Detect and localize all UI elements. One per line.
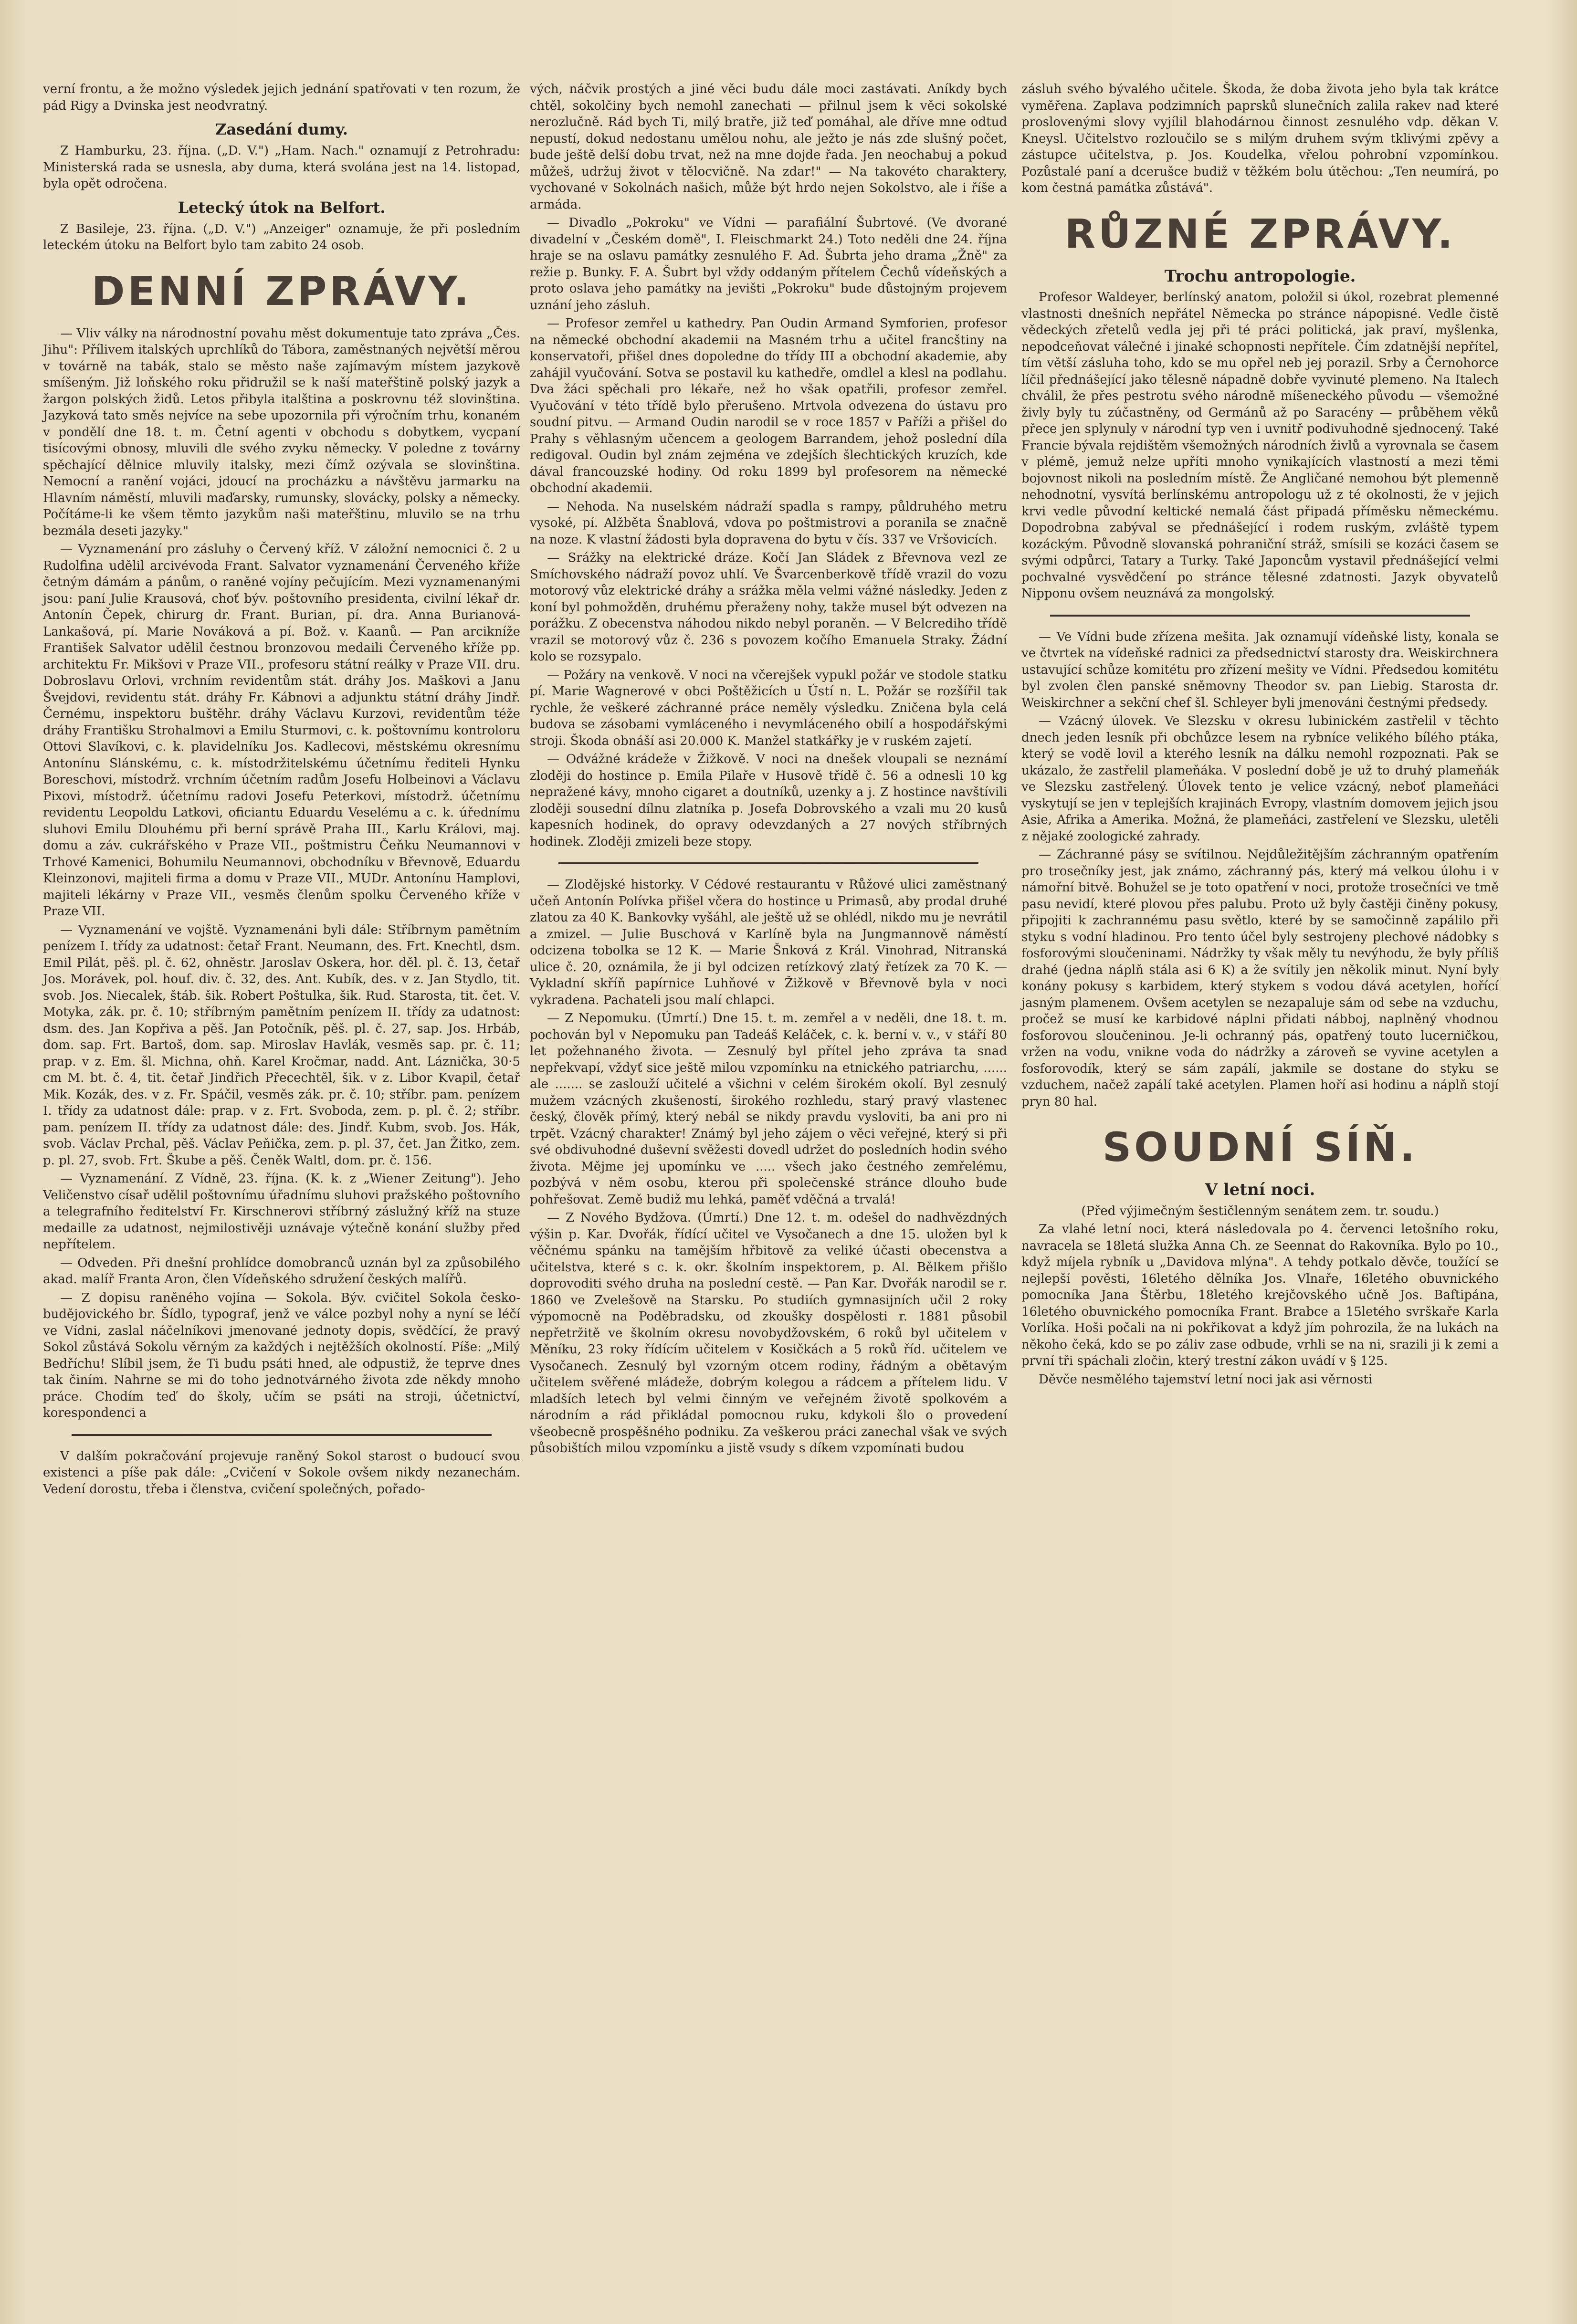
article-zachranne-pasy: — Záchranné pásy se svítilnou. Nejdůležitějším záchranným opatřením pro trosečníky jest, jak známo, záchranný pás, který má velkou úlohu i v námořní bitvě. Bohužel se je toto opatření v noci, protože trosečníci ve tmě pasu nevidí, které plovou přes palubu. Proto už byly častěji činěny pokusy, připojiti k zachrannému pasu světlo, které by se samočinně zapálilo při styku s vodní hladinou. Pro tento účel byly sestrojeny plechové nádobky s fosforovými sloučeninami. Nádržky ty však měly tu nevýhodu, že byly příliš drahé (jedna náplň stála asi 6 K) a že svítily jen několik minut. Nyní byly konány pokusy s karbidem, který stykem s vodou dává acetylen, hořící jasným plamenem. Ovšem acetylen se nezapaluje sám od sebe na vzduchu, pročež se musí ke karbidové náplni přidati nábboj, naplněný vhodnou fosforovou sloučeninou. Je-li ochranný pás, opatřený touto lucerničkou, vržen na vodu, vnikne voda do nádržky a zároveň se vyvine acetylen a fosforovodík, který se sám zapálí, jakmile se dostane do styku se vzduchem, načež zapálí také acetylen. Plamen hoří asi hodinu a náplň stojí pryn 80 hal. xyxy=(1021,848,1499,1109)
article-belfort: Z Basileje, 23. října. („D. V.") „Anzeiger" oznamuje, že při posledním leteckém útoku na Belfort bylo tam zabito 24 osob. xyxy=(43,221,520,252)
heading-duma: Zasedání dumy. xyxy=(215,120,348,138)
article-cerveny-kriz: — Vyznamenání pro zásluhy o Červený kříž. V záložní nemocnici č. 2 u Rudolfina udělil arcivévoda Frant. Salvator vyznamenání Červeného kříže četným dámám a pánům, o raněné vojíny pečujícím. Mezi vyznamenanými jsou: paní Julie Krausová, choť býv. poštovního presidenta, civilní lékař dr. Antonín Čepek, chirurg dr. Frant. Burian, pí. dra. Anna Burianová-Lankašová, pí. Marie Nováková a pí. Bož. v. Kaanů. — Pan arcikníže František Salvator udělil čestnou bronzovou medaili Červeného kříže pp. architektu Fr. Mikšovi v Praze VII., profesoru státní reálky v Praze VII. dru. Dobroslavu Orlovi, vrchním revidentům stát. dráhy Jos. Maškovi a Janu Švejdovi, revidentu stát. dráhy Fr. Kábnovi a adjunktu státní dráhy Jindř. Černému, inspektoru buštěhr. dráhy Václavu Kurzovi, revidentům téže dráhy Františku Strohalmovi a Emilu Sturmovi, c. k. poštovnímu kontroloru Ottovi Slavíkovi, c. k. plavidelníku Jos. Kadlecovi, městskému okresnímu Antonínu Slánskému, c. k. místodržitelskému účetnímu řediteli Hynku Boreschovi, místodrž. vrchním účetním radům Josefu Holbeinovi a Václavu Pixovi, místodrž. účetnímu radovi Josefu Peterkovi, místodrž. účetnímu revidentu Leopoldu Latkovi, oficiantu Eduardu Veselému a c. k. úřednímu sluhovi Emilu Dlouhému při berní správě Praha III., Karlu Královi, maj. domu a záv. cukrářského v Praze VII., poštmistru Čeňku Neumannovi v Trhové Kamenici, Bohumilu Neumannovi, obchodníku v Břevnově, Eduardu Kleinzonovi, majiteli firma a domu v Praze VII., MUDr. Antonínu Hamplovi, majiteli lékárny v Praze VII., vesměs členům spolku Červeného kříže v Praze VII. xyxy=(43,542,520,919)
article-divadlo-pokroku: — Divadlo „Pokroku" ve Vídni — parafiální Šubrtové. (Ve dvorané divadelní v „Českém domě", I. Fleischmarkt 24.) Toto neděli dne 24. října hraje se na oslavu památky zesnulého F. Ad. Šubrta jeho drama „Žně" za režie p. Bunky. F. A. Šubrt byl vždy oddaným přítelem Čechů vídeňských a proto oslava jeho památky na jevišti „Pokroku" bude důstojným projevem uznání jeho zásluh. xyxy=(530,216,1007,313)
column-2 xyxy=(530,81,1007,1459)
article-dopis-konec: vých, náčvik prostých a jiné věci budu dále moci zastávati. Aníkdy bych chtěl, sokolčiny bych nemohl zanechati — přilnul jsem k věci sokolské nerozlučně. Rád bych Ti, milý bratře, již teď pomáhal, ale dříve mne odtud nepustí, dokud nedostanu umělou nohu, ale ježto je nás zde slušný počet, bude ještě delší dobu trvat, než na mne dojde řada. Jen neochabuj a pokud můžeš, udržuj život v tělocvičně. Na zdar!" — Na takovéto charaktery, vychované v Sokolnách našich, může být hrdo nejen Sokolstvo, ale i říše a armáda. xyxy=(530,82,1007,212)
article-srazky: — Srážky na elektrické dráze. Kočí Jan Sládek z Břevnova vezl ze Smíchovského nádraží povoz uhlí. Ve Švarcenberkově třídě vrazil do vozu motorový vůz elektrické dráhy a srážka měla velmi vážné následky. Jeden z koní byl pohmožděn, druhému přeraženy nohy, takže musel být odvezen na porážku. Z obecenstva náhodou nikdo nebyl poraněn. — V Belcrediho třídě vrazil se motorový vůz č. 236 s povozem kočího Emanuela Straky. Žádní kolo se rozsypalo. xyxy=(530,551,1007,664)
article-odveden: — Odveden. Při dnešní prohlídce domobranců uznán byl za způsobilého akad. malíř Franta Aron, člen Vídeňského sdružení českých malířů. xyxy=(43,1256,520,1287)
heading-v-letni-noci: V letní noci. xyxy=(1205,1180,1315,1199)
article-profesor-zemrel: — Profesor zemřel u kathedry. Pan Oudin Armand Symforien, profesor na německé obchodní akademii na Masném trhu a učitel francštiny na konservatoři, přišel dnes dopoledne do třídy III a obchodní akademie, aby zahájil vyučování. Sotva se postavil ku kathedře, omdlel a klesl na podlahu. Dva žáci spěchali pro lékaře, než ho však opatřili, profesor zemřel. Vyučování v této třídě bylo přerušeno. Mrtvola odvezena do ústavu pro soudní pitvu. — Armand Oudin narodil se v roce 1857 v Paříži a přišel do Prahy s věhlasným učencem a geologem Barrandem, jehož poslední díla redigoval. Oudin byl znám zejména ve zdejších šlechtických kruzích, kde dával francouzské hodiny. Od roku 1899 byl profesorem na německé obchodní akademii. xyxy=(530,316,1007,495)
column-3 xyxy=(1021,81,1499,1390)
article-dopis-sokola: — Z dopisu raněného vojína — Sokola. Býv. cvičitel Sokola česko-budějovického br. Šídlo, typograf, jenž ve válce pozbyl nohy a nyní se léčí ve Vídni, zaslal náčelníkovi jmenované jednoty dopis, svědčící, že pravý Sokol zůstává Sokolu věrným za každých i nejtěžších okolností. Píše: „Milý Bedříchu! Slíbil jsem, že Ti budu psáti hned, ale odpustiž, že teprve dnes tak činím. Nahrne se mi do toho jednotvárného života zde někdy mnoho práce. Chodím teď do školy, učím se psáti na stroji, účetnictví, korespondenci a xyxy=(43,1290,520,1420)
article-vliv-valky: — Vliv války na národnostní povahu měst dokumentuje tato zpráva „Čes. Jihu": Přílivem italských uprchlíků do Tábora, zaměstnaných největší měrou v továrně na tabák, stalo se město naše zajímavým místem jazykově smíšeným. Již loňského roku přidružil se k naší mateřštině polský jazyk a žargon polských židů. Letos přibyla italština a poskrovnu též slovinština. Jazyková tato směs nejvíce na sebe upozornila při výročním trhu, konaném v pondělí dne 18. t. m. Četní agenti v obchodu s dobytkem, vycpaní tisícovými obnosy, mluvili dle svého zvyku německy. V poledne z továrny spěchající dělnice mluvily italsky, mezi čímž ozývala se slovinština. Nemocní a ranění vojáci, jdoucí na procházku a návštěvu jarmarku na Hlavním náměstí, mluvili maďarsky, rumunsky, slovácky, polsky a německy. Počítáme-li ke všem těmto jazykům naši mateřštinu, mluvilo se na trhu bezmála deseti jazyky." xyxy=(43,326,520,538)
intro-text: verní frontu, a že možno výsledek jejich jednání spatřovati v ten rozum, že pád Rigy a Dvinska jest neodvratný. xyxy=(43,82,520,113)
article-vzacny-ulovek: — Vzácný úlovek. Ve Slezsku v okresu lubinickém zastřelil v těchto dnech jeden lesník při obchůzce lesem na rybníce velikého bílého ptáka, který se vodě lovil a kterého lesník na dálku nemohl rozpoznati. Pak se ukázalo, že zastřelil plameňáka. V poslední době je už to druhý plameňák ve Slezsku zastřelený. Úlovek tento je velice vzácný, neboť plameňáci vyskytují se jen v teplejších krajinách Evropy, vlastním domovem jejich jsou Asie, Afrika a Amerika. Možná, že plameňáci, zastřelení ve Slezsku, uletěli z nějaké zoologické zahrady. xyxy=(1021,714,1499,844)
article-antropologie: Profesor Waldeyer, berlínský anatom, položil si úkol, rozebrat plemenné vlastnosti dnešních nepřátel Německa po stránce nápopisné. Vedle čistě vědeckých zřetelů vedla jej při té práci politická, jak praví, myšlenka, nepodceňovat válečné i jinaké schopnosti nepřítele. Čím zdatnější nepřítel, tím větší zásluha toho, kdo se mu opřel neb jej porazil. Srby a Černohorce líčil přednášející jako tělesně nápadně dobře vyvinuté plemeno. Na Italech chválil, že přes pestrotu svého národně míšeneckého původu — všemožné živly byly tu zúčastněny, od Germánů až po Saracény — průběhem věků přece jen splynuly v národní typ ven i uvnitř podivuhodně sjednocený. Také Francie bývala rejdištěm všemožných národních živlů a vyrovnala se časem v plémě, jemuž nelze upříti mnoho vynikajících vlastností a mezi těmi bojovnost nikoli na posledním místě. Že Angličané nemohou být plemenně nehodnotní, vysvítá berlínskému antropologu už z té okolnosti, že v jejich krvi vedle původní keltické nemalá část připadá příměsku německému. Dopodrobna zabýval se přednášející i rodem ruským, zvláště typem kozáckým. Původně slovanská pohraniční stráž, smísili se kozáci časem se svými odpůrci, Tatary a Turky. Také Japoncům vystavil přednášející velmi pochvalné vysvědčení po stránce tělesné zdatnosti. Jazyk obyvatelů Nipponu ovšem neuznává za mongolský. xyxy=(1021,290,1499,601)
article-nehoda: — Nehoda. Na nuselském nádraží spadla s rampy, půldruhého metru vysoké, pí. Alžběta Šnablová, vdova po poštmistrovi a poranila se značně na noze. K vlastní žádosti byla dopravena do bytu v čís. 337 ve Vršovicích. xyxy=(530,499,1007,547)
column-1 xyxy=(43,81,520,1499)
article-zlodejske-historky: — Zlodějské historky. V Cédové restaurantu v Růžové ulici zaměstnaný učeň Antonín Polívka přišel včera do hostince u Primasů, aby prodal druhé zlatou za 40 K. Bankovky vyšáhl, ale ještě už se ohlédl, nikdo mu je nevrátil a zmizel. — Julie Buschová v Karlíně byla na Jungmannově náměstí odcizena tobolka se 12 K. — Marie Šnková z Král. Vinohrad, Nitranská ulice č. 20, oznámila, že ji byl odcizen retízkový zlatý řetízek za 70 K. — Vykladní skříň papírnice Luhňové v Žižkově v Břevnově byla v noci vykradena. Pachateli jsou malí chlapci. xyxy=(530,878,1007,1007)
section-title-soudni-sin: SOUDNÍ SÍŇ. xyxy=(1102,1124,1418,1171)
column-divider xyxy=(558,862,978,864)
article-letni-noc-pokracovani: Děvče nesmělého tajemství letní noci jak asi věrnosti xyxy=(1039,1372,1373,1387)
article-duma: Z Hamburku, 23. října. („D. V.") „Ham. Nach." oznamují z Petrohradu: Ministerská rada se usnesla, aby duma, která svolána jest na 14. listopad, byla opět odročena. xyxy=(43,144,520,191)
article-mesita: — Ve Vídni bude zřízena mešita. Jak oznamují vídeňské listy, konala se ve čtvrtek na vídeňské radnici za předsednictví starosty dra. Weiskirchnera ustavující schůze komitétu pro zřízení mešity ve Vídni. Předsedou komitétu byl zvolen člen panské sněmovny Theodor sv. pan Liebig. Starosta dr. Weiskirchner a sekční chef šl. Schleyer byli jmenováni čestnými předsedy. xyxy=(1021,629,1499,710)
article-vyznamenani-vojsko: — Vyznamenání ve vojště. Vyznamenáni byli dále: Stříbrnym pamětním penízem I. třídy za udatnost: četař Frant. Neumann, des. Frt. Knechtl, dsm. Emil Pilát, pěš. pl. č. 62, ohněstr. Jaroslav Oskera, hor. děl. pl. č. 13, četař Jos. Morávek, pol. houf. div. č. 32, des. Ant. Kubík, des. v z. Jan Stydlo, tit. svob. Jos. Niecalek, štáb. šik. Robert Poštulka, šik. Rud. Starosta, tit. čet. V. Motyka, zák. pr. č. 10; stříbrným pamětním penízem II. třídy za udatnost: dsm. des. Jan Kopřiva a pěš. Jan Potočník, pěš. pl. č. 27, sap. Jos. Hrbáb, dom. sap. Frt. Bartoš, dom. sap. Miroslav Havlák, vesměs sap. pr. č. 11; prap. v z. Em. šl. Michna, ohň. Karel Kročmar, nadd. Ant. Láznička, 30·5 cm M. bt. č. 4, tit. četař Jindřich Přecechtěl, šik. v z. Libor Kvapil, četař Mik. Kozák, des. v z. Fr. Spáčil, vesměs zák. pr. č. 10; stříbr. pam. penízem I. třídy za udatnost dále: prap. v z. Frt. Svoboda, zem. p. pl. č. 2; stříbr. pam. penízem II. třídy za udatnost dále: des. Jindř. Kubm, svob. Jos. Hák, svob. Václav Prchal, pěš. Václav Peňička, zem. p. pl. 37, čet. Jan Žitko, zem. p. pl. 27, svob. Frt. Škube a pěš. Čeněk Waltl, dom. pr. č. 156. xyxy=(43,922,520,1168)
article-z-noveho-bydzova: — Z Nového Bydžova. (Úmrtí.) Dne 12. t. m. odešel do nadhvězdných výšin p. Kar. Dvořák, řídící učitel ve Vysočanech a dne 15. uložen byl k věčnému spánku na tamějším hřbitově za veliké účasti obecenstva a učitelstva, které s c. k. okr. školním inspektorem, p. Al. Bělkem přišlo doprovoditi svého druha na poslední cestě. — Pan Kar. Dvořák narodil se r. 1860 ve Zvelešově na Starsku. Po studiích gymnasijních učil 2 roky výpomocně na Poděbradsku, od zkoušky dospělosti r. 1881 působil nepřetržitě ve školním okresu novobydžovském, 6 roků byl učitelem v Měníku, 23 roky řídícím učitelem v Kosičkách a 5 roků říd. učitelem ve Vysočanech. Zesnulý byl vzorným otcem rodiny, řádným a obětavým učitelem svěřené mládeže, dobrým kolegou a rádcem a přítelem lidu. V mladších letech byl velmi činným ve veřejném životě spolkovém a národním a rád přikládal pomocnou ruku, kdykoli šlo o provedení všeobecně prospěšného podniku. Za veškerou práci zanechal však ve svých působištích milou vzpomínku a jistě vsudy s díkem vzpomínati budou xyxy=(530,1211,1007,1455)
section-title-ruzne-zpravy: RŮZNÉ ZPRÁVY. xyxy=(1064,210,1456,257)
heading-trochu-antropologie: Trochu antropologie. xyxy=(1164,266,1356,286)
article-bydzov-konec: zásluh svého bývalého učitele. Škoda, že doba života jeho byla tak krátce vyměřena. Zaplava podzimních paprsků slunečních zalila rakev nad které proslovenými slovy vyjílil blahodárnou činnost zesnulého vdp. děkan V. Kneysl. Učitelstvo rozloučilo se s milým druhem svým tklivými zpěvy a zástupce učitelstva, p. Jos. Koudelka, vřelou pohrobní vzpomínkou. Pozůstalé paní a dcerušce budiž v těžkém bolu útěchou: „Ten neumírá, po kom čestná památka zůstává". xyxy=(1021,82,1499,195)
article-kradeze-zizkov: — Odvážné krádeže v Žižkově. V noci na dnešek vloupali se neznámí zloději do hostince p. Emila Pilaře v Husově třídě č. 56 a odnesli 10 kg nepražené kávy, mnoho cigaret a doutníků, uzenky a j. Z hostince navštívili zloději sousední dílnu zlatníka p. Josefa Dobrovského a vzali mu 20 kusů kapesních hodinek, do opravy odevzdaných a 27 nových stříbrných hodinek. Zloději zmizeli beze stopy. xyxy=(530,752,1007,849)
column-divider xyxy=(1050,615,1470,617)
section-title-denni-zpravy: DENNÍ ZPRÁVY. xyxy=(91,267,472,314)
article-letni-noc: Za vlahé letní noci, která následovala po 4. červenci letošního roku, navracela se 18letá služka Anna Ch. ze Seennat do Rakovníka. Bylo po 10., když míjela rybník u „Davidova mlýna". A tehdy potkalo děvče, toužící se nejlepší pověsti, 16letého dělníka Jos. Vlnaře, 16letého obuvnického pomocníka Jana Štěrbu, 18letého krejčovského učně Jos. Baftipána, 16letého obuvnického pomocníka Frant. Brabce a 15letého svrškaře Karla Vorlíka. Hoši počali na ni pokřikovat a když jím pohrozila, že na lukách na někoho čeká, kdo se po záliv zase odbude, vrhli se na ni, srazili ji k zemi a první tři spáchali zločin, který trestní zákon uvádí v § 125. xyxy=(1021,1222,1499,1368)
heading-belfort: Letecký útok na Belfort. xyxy=(178,198,386,217)
article-vyznamenani-viden: — Vyznamenání. Z Vídně, 23. října. (K. k. z „Wiener Zeitung"). Jeho Veličenstvo císař udělil poštovnímu úřadnímu sluhovi pražského poštovního a telegrafního ředitelství Fr. Kirschnerovi stříbrný záslužný kříž na stuze medaille za udatnost, nejmilostivěji uznávaje výtečně konání služby před nepřítelem. xyxy=(43,1172,520,1252)
article-senat: (Před výjimečným šestičlenným senátem zem. tr. soudu.) xyxy=(1081,1204,1439,1218)
article-dopis-pokracovani: V dalším pokračování projevuje raněný Sokol starost o budoucí svou existenci a píše pak dále: „Cvičení v Sokole ovšem nikdy nezanechám. Vedení dorostu, třeba i členstva, cvičení společných, pořado- xyxy=(43,1449,520,1497)
article-z-nepomuku: — Z Nepomuku. (Úmrtí.) Dne 15. t. m. zemřel a v neděli, dne 18. t. m. pochován byl v Nepomuku pan Tadeáš Keláček, c. k. berní v. v., v stáří 80 let požehnaného života. — Zesnulý byl přítel jeho zpráva ta snad nepřekvapí, vždyť sice ještě milou vzpomínku na etnického patriarchu, ...... ale ....... se zaslouží učitelé a všichni v celém širokém okolí. Byl zesnulý mužem vzácných zkušeností, širokého rozhledu, starý pravý vlastenec český, člověk přímý, který nebál se nikdy pravdu vysloviti, ba ani pro ni trpět. Vzácný charakter! Známý byl jeho zájem o věci veřejné, který si při své obdivuhodné duševní svěžesti dovedl udržet do posledních hodin svého života. Mějme jej upomínku ve ..... všech jako čestného zemřelému, pozbývá v něm osobu, kterou při společenské stránce dlouho bude pohřešovat. Země budiž mu lehká, paměť vděčná a trvalá! xyxy=(530,1011,1007,1207)
column-divider xyxy=(72,1434,492,1436)
article-pozary: — Požáry na venkově. V noci na včerejšek vypukl požár ve stodole statku pí. Marie Wagnerové v obci Poštěžicích u Ústí n. L. Požár se rozšířil tak rychle, že veškeré záchranné práce neměly výsledku. Zničena byla celá budova se zásobami vymláceného i nevymláceného obilí a hospodářskými stroji. Škoda obnáší asi 20.000 K. Manžel statkářky je v ruském zajetí. xyxy=(530,668,1007,748)
